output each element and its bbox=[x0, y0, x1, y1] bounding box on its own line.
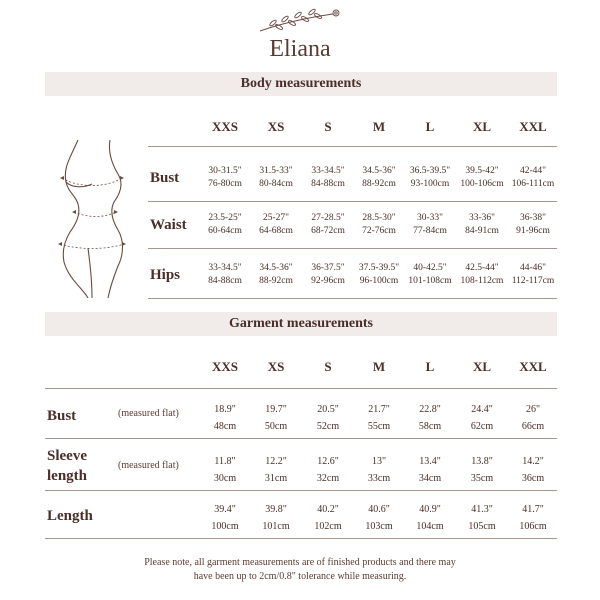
size-xl: XL bbox=[472, 119, 492, 134]
value-cm: 101cm bbox=[262, 521, 290, 532]
table-cell bbox=[503, 212, 563, 238]
size-xl: XL bbox=[472, 359, 492, 374]
size-xxs: XXS bbox=[211, 359, 238, 374]
size-xs: XS bbox=[267, 119, 285, 134]
table-cell bbox=[246, 212, 306, 238]
measured-flat-note: (measured flat) bbox=[118, 408, 179, 419]
value-inches: 24.4" bbox=[471, 404, 493, 415]
value-cm: 52cm bbox=[316, 421, 340, 432]
value-cm: 66cm bbox=[521, 421, 545, 432]
size-xxs: XXS bbox=[211, 119, 238, 134]
value-inches: 37.5-39.5" bbox=[358, 263, 400, 273]
value-inches: 13.8" bbox=[471, 456, 493, 467]
value-cm: 80-84cm bbox=[259, 179, 293, 189]
value-inches: 40.6" bbox=[368, 504, 390, 515]
table-cell bbox=[503, 401, 563, 435]
size-s: S bbox=[324, 119, 332, 134]
value-inches: 36-37.5" bbox=[311, 263, 345, 273]
value-cm: 103cm bbox=[365, 521, 393, 532]
size-m: M bbox=[372, 119, 386, 134]
value-cm: 62cm bbox=[470, 421, 494, 432]
value-cm: 92-96cm bbox=[311, 276, 345, 286]
value-cm: 55cm bbox=[367, 421, 391, 432]
value-inches: 28.5-30" bbox=[362, 213, 396, 223]
garment-row-label: Sleeve bbox=[47, 448, 87, 464]
value-cm: 106-111cm bbox=[511, 179, 555, 189]
garment-row-label: length bbox=[47, 468, 88, 484]
value-inches: 25-27" bbox=[262, 213, 290, 223]
divider bbox=[148, 298, 557, 299]
garment-measurements-title: Garment measurements bbox=[45, 312, 557, 336]
divider bbox=[45, 490, 557, 491]
table-cell bbox=[246, 501, 306, 535]
value-inches: 19.7" bbox=[265, 404, 287, 415]
size-xxl: XXL bbox=[519, 359, 547, 374]
divider bbox=[148, 146, 557, 147]
measured-flat-note: (measured flat) bbox=[118, 460, 179, 471]
divider bbox=[148, 248, 557, 249]
value-cm: 36cm bbox=[521, 473, 545, 484]
value-inches: 12.6" bbox=[317, 456, 339, 467]
value-inches: 27-28.5" bbox=[311, 213, 345, 223]
value-inches: 39.4" bbox=[214, 504, 236, 515]
value-inches: 30-31.5" bbox=[208, 166, 242, 176]
body-row-label-bust: Bust bbox=[150, 170, 180, 186]
value-inches: 30-33" bbox=[416, 213, 444, 223]
value-inches: 13" bbox=[371, 456, 387, 467]
tolerance-note-line2: have been up to 2cm/0.8" tolerance while measuring. bbox=[193, 571, 407, 582]
value-inches: 42-44" bbox=[519, 166, 547, 176]
value-inches: 40.2" bbox=[317, 504, 339, 515]
value-inches: 26" bbox=[525, 404, 541, 415]
value-cm: 105cm bbox=[468, 521, 496, 532]
value-inches: 14.2" bbox=[522, 456, 544, 467]
table-cell bbox=[503, 453, 563, 487]
value-cm: 48cm bbox=[213, 421, 237, 432]
value-cm: 33cm bbox=[367, 473, 391, 484]
value-cm: 91-96cm bbox=[516, 226, 550, 236]
tolerance-note-line1: Please note, all garment measurements are of finished products and there may bbox=[144, 557, 456, 568]
value-cm: 72-76cm bbox=[362, 226, 396, 236]
table-cell bbox=[400, 262, 460, 288]
value-cm: 30cm bbox=[213, 473, 237, 484]
table-cell bbox=[503, 501, 563, 535]
leaf-branch-icon bbox=[255, 6, 345, 36]
size-xs: XS bbox=[267, 359, 285, 374]
divider bbox=[45, 388, 557, 389]
value-inches: 41.7" bbox=[522, 504, 544, 515]
value-cm: 31cm bbox=[264, 473, 288, 484]
value-cm: 106cm bbox=[519, 521, 547, 532]
value-inches: 33-36" bbox=[468, 213, 496, 223]
value-cm: 84-88cm bbox=[311, 179, 345, 189]
brand-name: Eliana bbox=[269, 36, 331, 62]
garment-row-label: Bust bbox=[47, 408, 77, 424]
body-row-label-hips: Hips bbox=[150, 267, 181, 283]
table-cell bbox=[400, 501, 460, 535]
value-inches: 44-46" bbox=[519, 263, 547, 273]
table-cell bbox=[246, 401, 306, 435]
value-inches: 42.5-44" bbox=[465, 263, 499, 273]
body-row-label-waist: Waist bbox=[150, 217, 187, 233]
value-inches: 20.5" bbox=[317, 404, 339, 415]
value-inches: 12.2" bbox=[265, 456, 287, 467]
value-cm: 68-72cm bbox=[311, 226, 345, 236]
value-inches: 21.7" bbox=[368, 404, 390, 415]
table-cell bbox=[503, 262, 563, 288]
body-outline-icon bbox=[48, 138, 138, 298]
table-cell bbox=[400, 212, 460, 238]
value-cm: 101-108cm bbox=[408, 276, 452, 286]
table-cell bbox=[246, 453, 306, 487]
value-inches: 33-34.5" bbox=[208, 263, 242, 273]
value-inches: 36-38" bbox=[519, 213, 547, 223]
value-cm: 77-84cm bbox=[413, 226, 447, 236]
value-cm: 96-100cm bbox=[359, 276, 399, 286]
value-cm: 64-68cm bbox=[259, 226, 293, 236]
size-l: L bbox=[425, 119, 435, 134]
value-cm: 108-112cm bbox=[460, 276, 504, 286]
value-inches: 23.5-25" bbox=[208, 213, 242, 223]
value-inches: 18.9" bbox=[214, 404, 236, 415]
value-cm: 34cm bbox=[418, 473, 442, 484]
value-cm: 104cm bbox=[416, 521, 444, 532]
table-cell bbox=[246, 262, 306, 288]
value-inches: 13.4" bbox=[419, 456, 441, 467]
value-cm: 32cm bbox=[316, 473, 340, 484]
value-cm: 112-117cm bbox=[511, 276, 555, 286]
value-cm: 84-91cm bbox=[465, 226, 499, 236]
value-inches: 39.5-42" bbox=[465, 166, 499, 176]
size-s: S bbox=[324, 359, 332, 374]
value-cm: 93-100cm bbox=[410, 179, 450, 189]
table-cell bbox=[400, 165, 460, 191]
divider bbox=[45, 438, 557, 439]
value-inches: 34.5-36" bbox=[362, 166, 396, 176]
value-inches: 40.9" bbox=[419, 504, 441, 515]
table-cell bbox=[400, 401, 460, 435]
value-inches: 36.5-39.5" bbox=[409, 166, 451, 176]
value-inches: 11.8" bbox=[214, 456, 236, 467]
value-cm: 35cm bbox=[470, 473, 494, 484]
body-measurements-title: Body measurements bbox=[45, 72, 557, 96]
value-cm: 60-64cm bbox=[208, 226, 242, 236]
tolerance-note bbox=[0, 556, 600, 584]
value-cm: 50cm bbox=[264, 421, 288, 432]
value-cm: 58cm bbox=[418, 421, 442, 432]
table-cell bbox=[503, 165, 563, 191]
garment-row-label: Length bbox=[47, 508, 93, 524]
value-cm: 102cm bbox=[314, 521, 342, 532]
value-inches: 22.8" bbox=[419, 404, 441, 415]
value-inches: 40-42.5" bbox=[413, 263, 447, 273]
value-cm: 88-92cm bbox=[259, 276, 293, 286]
size-xxl: XXL bbox=[519, 119, 547, 134]
size-l: L bbox=[425, 359, 435, 374]
value-cm: 100-106cm bbox=[460, 179, 504, 189]
value-cm: 100cm bbox=[211, 521, 239, 532]
table-cell bbox=[246, 165, 306, 191]
value-cm: 76-80cm bbox=[208, 179, 242, 189]
value-inches: 33-34.5" bbox=[311, 166, 345, 176]
value-cm: 88-92cm bbox=[362, 179, 396, 189]
divider bbox=[45, 538, 557, 539]
value-cm: 84-88cm bbox=[208, 276, 242, 286]
value-inches: 41.3" bbox=[471, 504, 493, 515]
size-m: M bbox=[372, 359, 386, 374]
table-cell bbox=[400, 453, 460, 487]
value-inches: 39.8" bbox=[265, 504, 287, 515]
value-inches: 31.5-33" bbox=[259, 166, 293, 176]
divider bbox=[148, 201, 557, 202]
value-inches: 34.5-36" bbox=[259, 263, 293, 273]
